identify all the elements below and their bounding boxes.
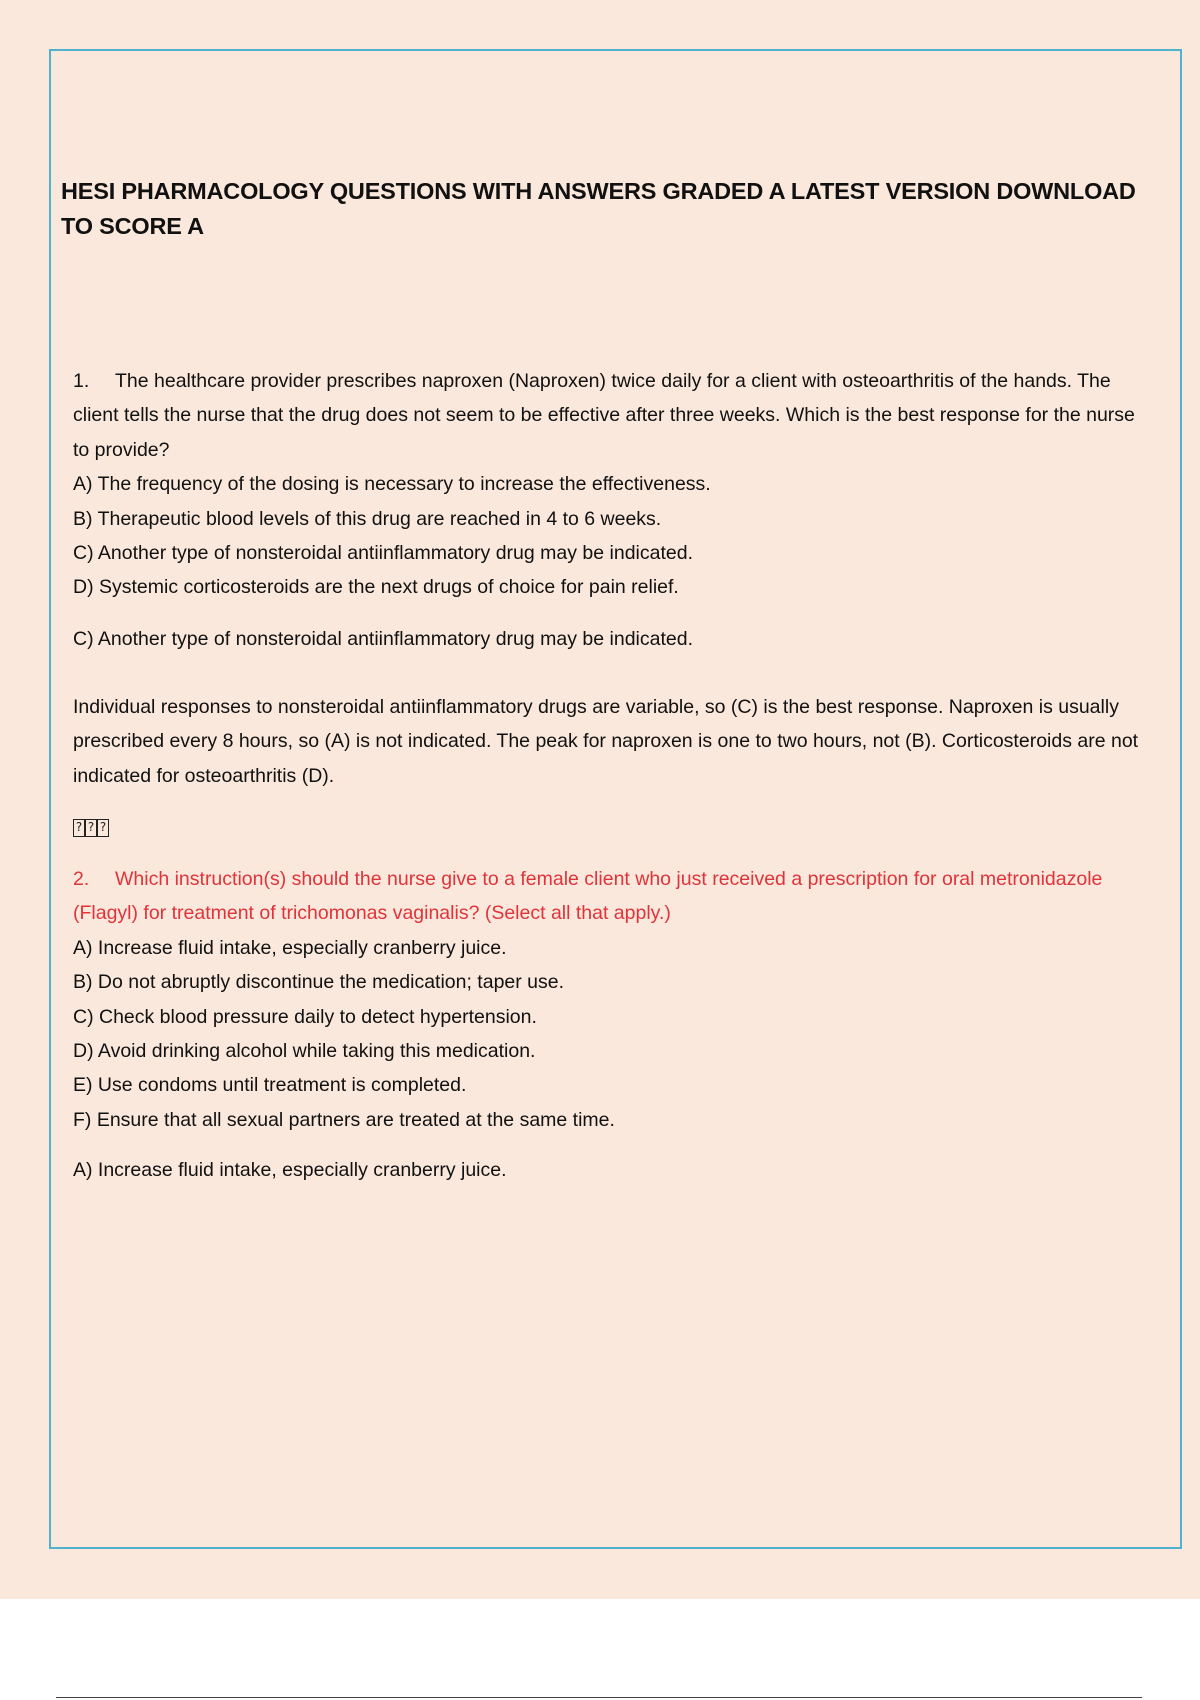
question-2-stem-text: Which instruction(s) should the nurse give to a female client who just received a prescription for oral metronidazole (Flagyl) for treatment of trichomonas vaginalis? (Select all that apply.): [73, 868, 1103, 925]
question-1-stem: [73, 364, 1148, 467]
question-1-number: 1.: [73, 370, 90, 392]
question-2: [73, 862, 1148, 1137]
page-frame: [49, 49, 1182, 1549]
question-2-stem: [73, 862, 1148, 931]
question-2-option-b: B) Do not abruptly discontinue the medication; taper use.: [73, 971, 565, 994]
question-1-option-d: D) Systemic corticosteroids are the next drugs of choice for pain relief.: [73, 576, 679, 599]
question-1-options: [73, 467, 1148, 605]
document-title: HESI PHARMACOLOGY QUESTIONS WITH ANSWERS GRADED A LATEST VERSION DOWNLOAD TO SCORE A: [61, 178, 1136, 239]
missing-glyph-box: ?: [73, 819, 85, 837]
question-1: [73, 364, 1148, 605]
footer-rule: [56, 1697, 1142, 1698]
question-1-option-b: B) Therapeutic blood levels of this drug are reached in 4 to 6 weeks.: [73, 507, 662, 530]
question-2-option-a: A) Increase fluid intake, especially cranberry juice.: [73, 936, 507, 959]
question-2-option-d: D) Avoid drinking alcohol while taking this medication.: [73, 1040, 536, 1063]
question-2-number: 2.: [73, 868, 90, 890]
question-1-rationale: Individual responses to nonsteroidal antiinflammatory drugs are variable, so (C) is the best response. Naproxen is usually prescribed every 8 hours, so (A) is not indicated. The peak for naproxen is one to two hours, not (B). Corticosteroids are not indicated for osteoarthritis (D).: [73, 696, 1139, 787]
question-2-answer: A) Increase fluid intake, especially cranberry juice.: [73, 1159, 507, 1181]
question-1-answer: C) Another type of nonsteroidal antiinflammatory drug may be indicated.: [73, 628, 694, 650]
question-1-stem-text: The healthcare provider prescribes naproxen (Naproxen) twice daily for a client with osteoarthritis of the hands. The client tells the nurse that the drug does not seem to be effective after three weeks. Which is the best response for the nurse to provide?: [73, 370, 1135, 461]
question-1-option-c: C) Another type of nonsteroidal antiinflammatory drug may be indicated.: [73, 542, 694, 565]
question-2-options: [73, 931, 1148, 1137]
question-1-option-a: A) The frequency of the dosing is necessary to increase the effectiveness.: [73, 473, 711, 496]
question-2-option-f: F) Ensure that all sexual partners are treated at the same time.: [73, 1108, 615, 1131]
question-2-option-c: C) Check blood pressure daily to detect hypertension.: [73, 1005, 537, 1028]
missing-glyph-box: ?: [97, 819, 109, 837]
missing-glyph-separator: [73, 819, 109, 841]
missing-glyph-box: ?: [85, 819, 97, 837]
question-2-option-e: E) Use condoms until treatment is completed.: [73, 1074, 467, 1097]
